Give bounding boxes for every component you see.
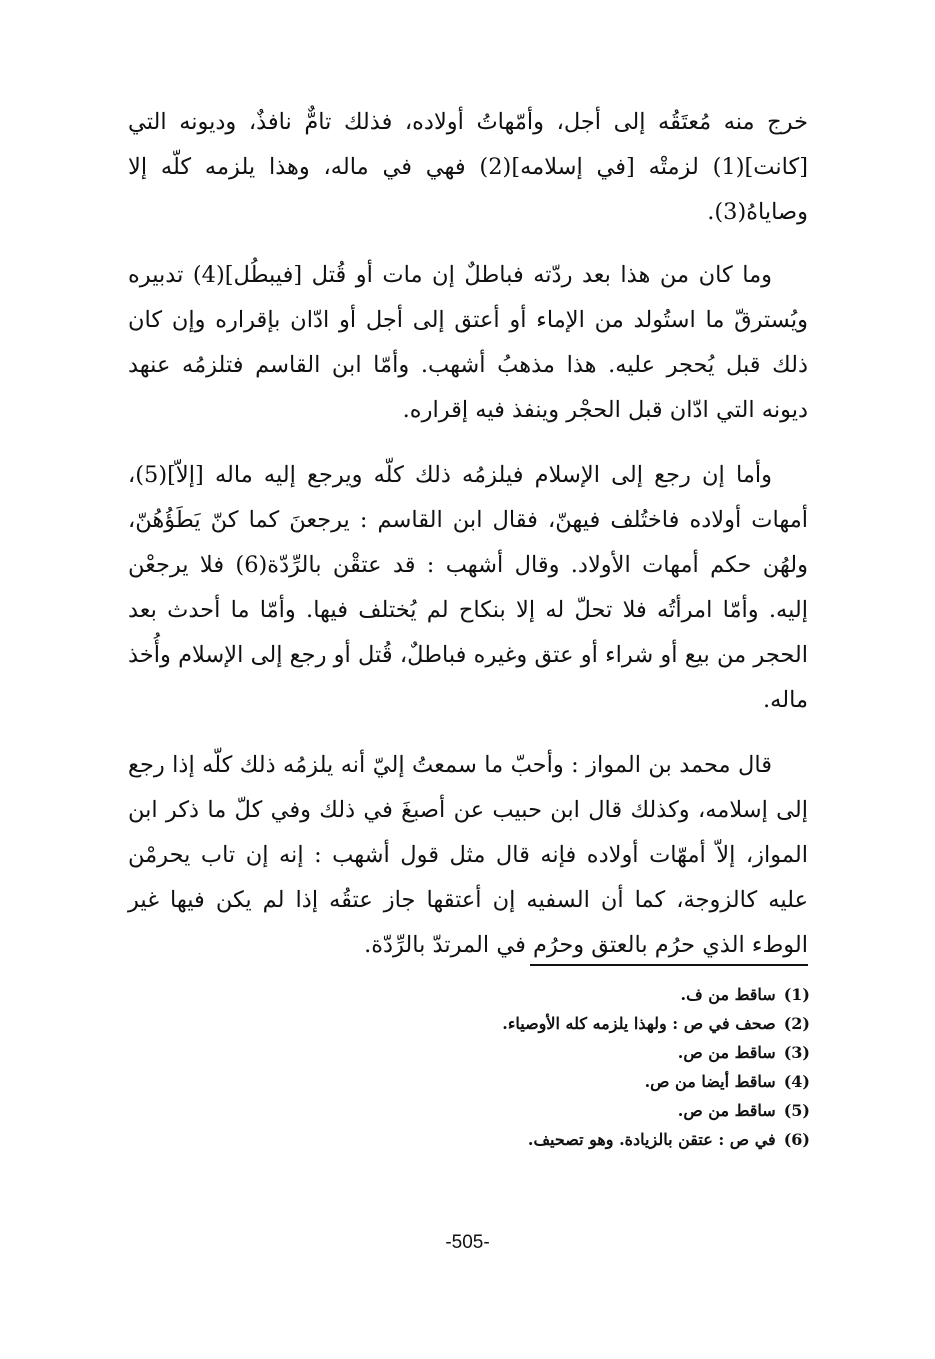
paragraph: وما كان من هذا بعد ردّته فباطلٌ إن مات أو قُتل [فيبطُل](4) تدبيره ويُسترقّ ما استُولد من الإماء أو أعتق إلى أجل أو ادّان بإقراره وإن كان ذلك قبل يُحجر عليه. هذا مذهبُ أشهب. وأمّا ابن القاسم فتلزمُه عنهد ديونه التي ادّان قبل الحجْر وينفذ فيه إقراره. xyxy=(128,262,809,423)
page-number: -505- xyxy=(445,1232,490,1253)
footnote-text: صحف في ص : ولهذا يلزمه كله الأوصياء. xyxy=(502,1014,776,1033)
footnote-separator xyxy=(530,964,808,966)
paragraph: قال محمد بن المواز : وأحبّ ما سمعتُ إليّ أنه يلزمُه ذلك كلّه إذا رجع إلى إسلامه، وكذلك قال ابن حبيب عن أصبغَ في ذلك وفي كلّ ما ذكر ابن المواز، إلاّ أمهّات أولاده فإنه قال مثل قول أشهب : إنه إن تاب يحرمْن عليه كالزوجة، كما أن السفيه إن أعتقها جاز عتقُه إذا لم يكن فيها غير الوطء الذي حرُم بالعتق وحرُم في المرتدّ بالرِّدّة. xyxy=(128,752,808,958)
footnote-number: (4) xyxy=(783,1072,810,1091)
footnote-text: ساقط من ص. xyxy=(677,1043,776,1062)
footnote-text: ساقط أيضا من ص. xyxy=(644,1072,776,1091)
main-text xyxy=(128,100,808,988)
footnote-text: ساقط من ف. xyxy=(680,985,776,1004)
footnote xyxy=(300,1067,810,1096)
footnotes-list xyxy=(300,980,810,1154)
footnote-number: (6) xyxy=(783,1130,810,1149)
footnote-text: في ص : عتقن بالزيادة. وهو تصحيف. xyxy=(527,1130,776,1149)
footnote xyxy=(300,1096,810,1125)
footnote xyxy=(300,1009,810,1038)
footnote xyxy=(300,1125,810,1154)
footnote-text: ساقط من ص. xyxy=(677,1101,776,1120)
footnote xyxy=(300,980,810,1009)
paragraph: وأما إن رجع إلى الإسلام فيلزمُه ذلك كلّه ويرجع إليه ماله [إلاّ](5)، أمهات أولاده فاختُلف فيهنّ، فقال ابن القاسم : يرجعنَ كما كنّ يَطَؤُهُنّ، ولهُن حكم أمهات الأولاد. وقال أشهب : قد عتقْن بالرِّدّة(6) فلا يرجعْن إليه. وأمّا امرأتُه فلا تحلّ له إلا بنكاح لم يُختلف فيها. وأمّا ما أحدث بعد الحجر من بيع أو شراء أو عتق وغيره فباطلٌ، قُتل أو رجع إلى الإسلام وأُخذ ماله. xyxy=(128,462,808,713)
paragraph: خرج منه مُعتَقُه إلى أجل، وأمّهاتُ أولاده، فذلك تامٌّ نافذٌ، وديونه التي [كانت](1) لزمتْه [في إسلامه](2) فهي في ماله، وهذا يلزمه كلّه إلا وصاياهُ(3). xyxy=(128,109,808,225)
footnote xyxy=(300,1038,810,1067)
footnote-number: (2) xyxy=(783,1014,810,1033)
footnote-number: (1) xyxy=(783,985,810,1004)
footnote-number: (3) xyxy=(783,1043,810,1062)
footnote-number: (5) xyxy=(783,1101,810,1120)
